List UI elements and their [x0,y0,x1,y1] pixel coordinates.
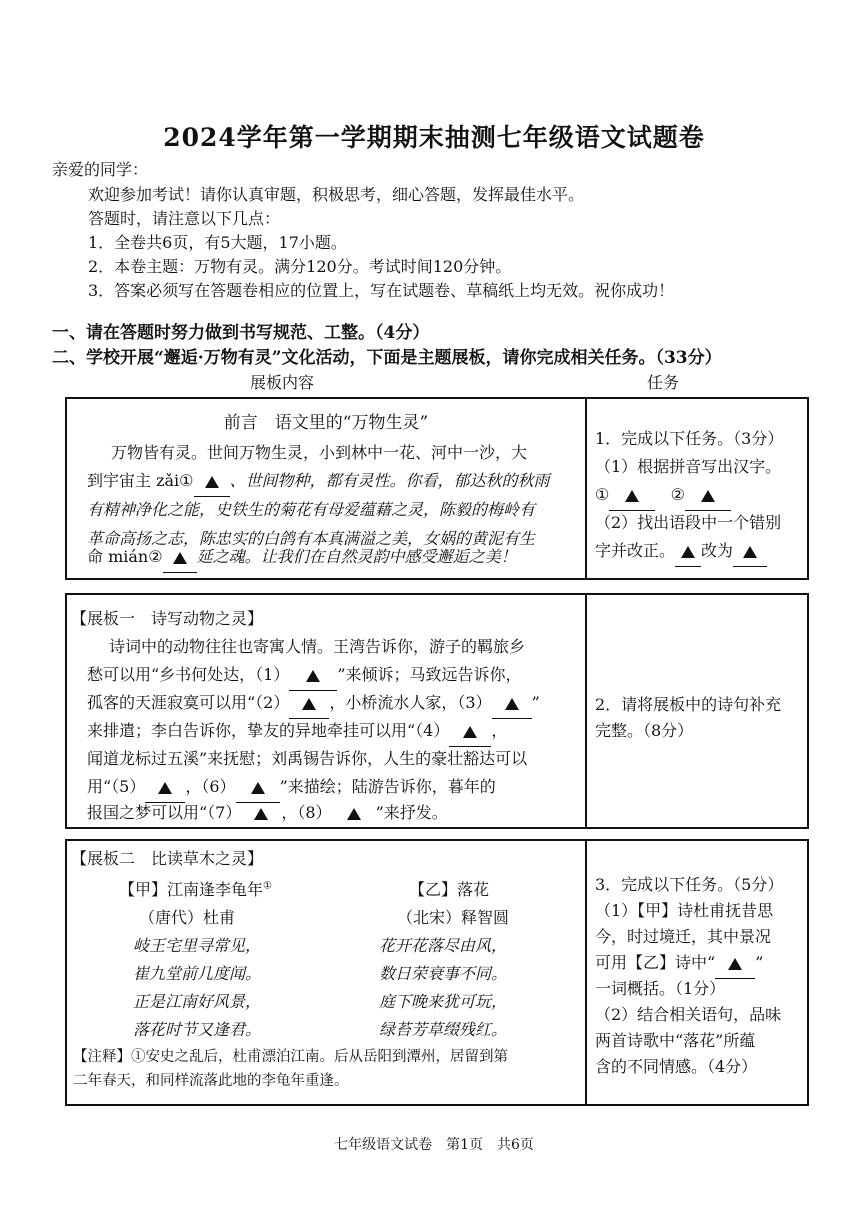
annotation-line-1: 【注释】①安史之乱后，杜甫漂泊江南。后从岳阳到潭州，居留到第 [73,1049,508,1065]
board-one [65,593,809,829]
blank-triangle-icon [254,808,268,820]
poem-a-line-1: 岐王宅里寻常见， [133,936,262,955]
intro-line-1: 欢迎参加考试！请你认真审题，积极思考，细心答题，发挥最佳水平。 [88,185,585,204]
blank-triangle-icon [743,546,757,558]
task-3-line-6: （2）结合相关语句，品味 [595,1005,782,1024]
column-header-task: 任务 [647,373,680,392]
task-3-line-4: 可用【乙】诗中“ ” [595,949,763,979]
intro-line-3: 1．全卷共6页，有5大题，17小题。 [88,233,347,252]
task-3-line-8: 含的不同情感。（4分） [595,1057,758,1076]
exam-title: 2024学年第一学期期末抽测七年级语文试题卷 [163,123,705,152]
blank-triangle-icon [463,726,477,738]
blank-triangle-icon [173,552,187,564]
intro-line-5: 3．答案必须写在答题卷相应的位置上，写在试题卷、草稿纸上均无效。祝你成功！ [88,281,675,300]
blank-triangle-icon [158,782,172,794]
poem-a-line-4: 落花时节又逢君。 [133,1020,262,1039]
board-one-heading: 【展板一 诗写动物之灵】 [71,609,264,628]
preface-line-3: 有精神净化之能，史铁生的菊花有母爱蕴藉之灵，陈毅的梅岭有 [87,500,536,519]
board-one-line-1: 诗词中的动物往往也寄寓人情。王湾告诉你，游子的羁旅乡 [109,637,526,656]
blank-triangle-icon [625,490,639,502]
task-3-line-1: 3．完成以下任务。（5分） [595,875,784,894]
section-1-heading: 一、请在答题时努力做到书写规范、工整。（4分） [52,323,430,343]
blank-triangle-icon [302,698,316,710]
task-1-line-1: 1．完成以下任务。（3分） [595,429,784,448]
page-footer: 七年级语文试卷 第1页 共6页 [334,1137,534,1153]
poem-b-line-1: 花开花落尽由风， [379,936,508,955]
poem-a-author: （唐代）杜甫 [139,908,236,927]
blank-triangle-icon [306,670,320,682]
board-one-line-7: 报国之梦可以用“（7） ，（8） ”来抒发。 [87,799,448,829]
poem-a-line-2: 崔九堂前几度闻。 [133,964,262,983]
poem-b-line-4: 绿苔芳草缀残红。 [379,1020,508,1039]
task-1-answer-blanks: ① ② [595,481,731,511]
task-3-line-5: 一词概括。（1分） [595,979,726,998]
blank-triangle-icon [505,698,519,710]
task-3-line-7: 两首诗歌中“落花”所蕴 [595,1031,756,1050]
poem-b-author: （北宋）释智圆 [397,908,510,927]
task-2-line-2: 完整。（8分） [595,721,694,740]
task-1-line-2: （1）根据拼音写出汉字。 [595,457,782,476]
intro-line-4: 2．本卷主题：万物有灵。满分120分。考试时间120分钟。 [88,257,512,276]
poem-a-title: 【甲】江南逢李龟年① [119,880,272,899]
blank-triangle-icon [728,958,742,970]
board-two [65,839,809,1106]
board-one-line-3: 孤客的天涯寂寞可以用“（2） ，小桥流水人家，（3） ” [87,689,540,719]
blank-triangle-icon [681,546,695,558]
preface-line-2: 到宇宙主 zǎi① 、世间物种，都有灵性。你看，郁达秋的秋雨 [87,467,550,497]
preface-line-1: 万物皆有灵。世间万物生灵，小到林中一花、河中一沙，大 [111,443,528,462]
task-3-line-3: 今，时过境迁，其中景况 [595,927,772,946]
column-header-content: 展板内容 [250,373,315,392]
task-2-line-1: 2．请将展板中的诗句补充 [595,695,782,714]
poem-b-line-2: 数日荣衰事不同。 [379,964,508,983]
greeting: 亲爱的同学： [52,160,149,179]
task-1-line-4: （2）找出语段中一个错别 [595,513,782,532]
blank-triangle-icon [205,476,219,488]
preface-board [65,397,809,580]
preface-line-5: 命 mián② 延之魂。让我们在自然灵韵中感受邂逅之美！ [87,543,517,573]
intro-line-2: 答题时，请注意以下几点： [88,209,281,228]
blank-triangle-icon [251,782,265,794]
board-one-line-6: 用“（5） ，（6） ”来描绘；陆游告诉你，暮年的 [87,773,496,803]
preface-heading: 前言 语文里的“万物生灵” [223,413,429,433]
blank-triangle-icon [701,490,715,502]
annotation-line-2: 二年春天，和同样流落此地的李龟年重逢。 [73,1073,349,1089]
preface-line-4: 革命高扬之志，陈忠实的白鸽有本真满溢之美，女娲的黄泥有生 [87,529,536,548]
task-3-line-2: （1）【甲】诗杜甫抚昔思 [595,901,774,920]
poem-b-line-3: 庭下晚来犹可玩， [379,992,508,1011]
task-1-line-5: 字并改正。 改为 [595,537,767,567]
board-one-line-5: 闻道龙标过五溪”来抚慰；刘禹锡告诉你，人生的豪壮豁达可以 [87,749,528,768]
poem-b-title: 【乙】落花 [409,880,490,899]
board-one-line-4: 来排遣；李白告诉你，挚友的异地牵挂可以用“（4） ， [87,717,507,747]
poem-a-line-3: 正是江南好风景， [133,992,262,1011]
section-2-heading: 二、学校开展“邂逅·万物有灵”文化活动，下面是主题展板，请你完成相关任务。（33分） [52,348,722,368]
board-two-heading: 【展板二 比读草木之灵】 [71,849,264,868]
blank-triangle-icon [347,808,361,820]
board-one-line-2: 愁可以用“乡书何处达，（1） ”来倾诉；马致远告诉你， [87,661,522,691]
